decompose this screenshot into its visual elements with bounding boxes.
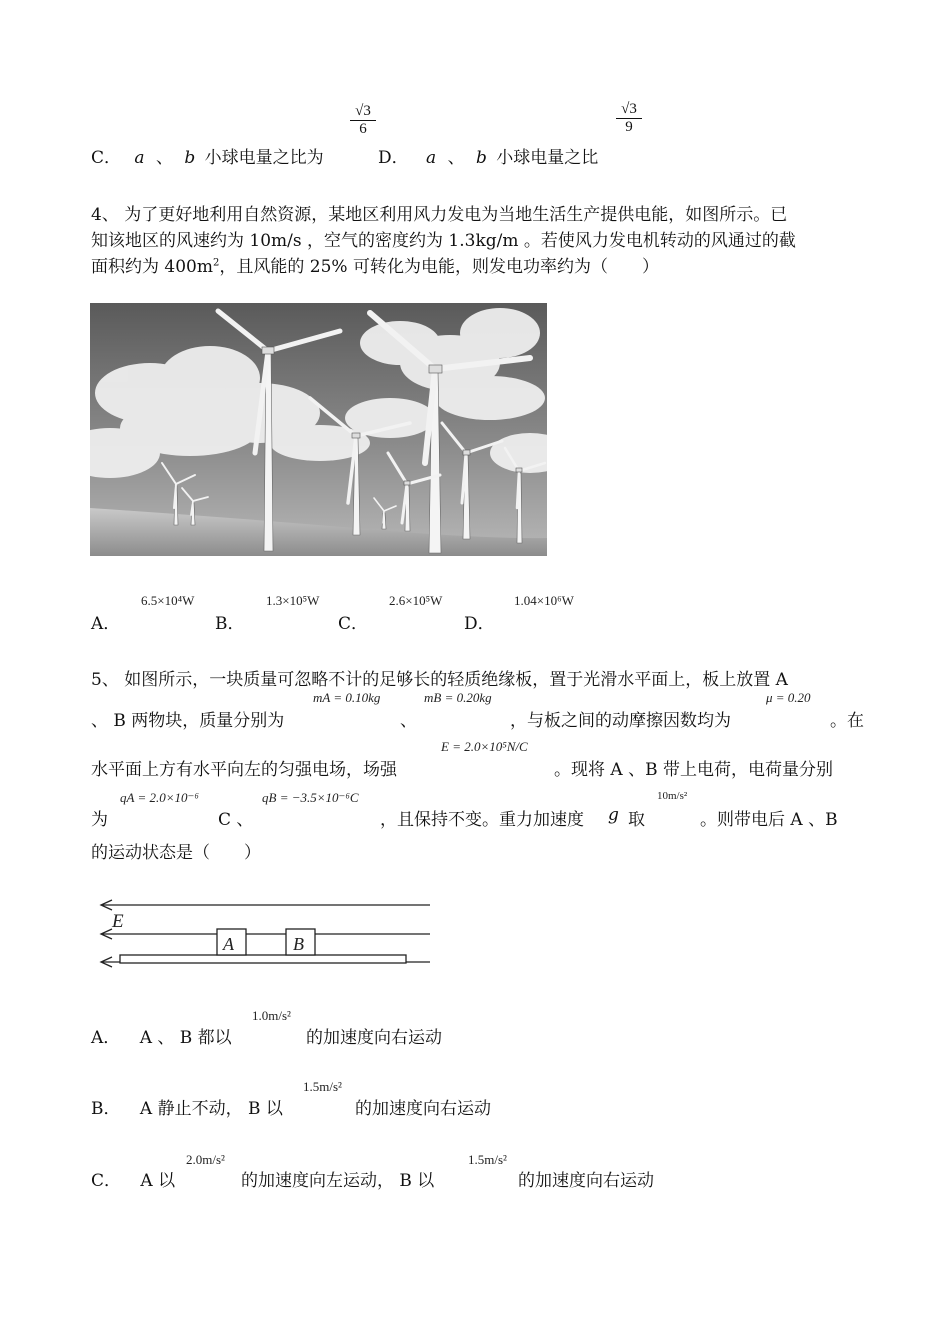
q4-line-3 — [91, 252, 659, 277]
option-label: C． — [91, 1171, 122, 1191]
q5-line-3-end: 。现将 A 、B 带上电荷，电荷量分别 — [554, 760, 833, 780]
option-label: D． — [378, 148, 409, 168]
q5-field-strength: E = 2.0×10⁵N/C — [441, 739, 528, 754]
q5-option-b-post: 的加速度向右运动 — [355, 1099, 491, 1119]
q4-line-1: 4、 为了更好地利用自然资源，某地区利用风力发电为当地生活生产提供电能，如图所示。已 — [91, 205, 788, 225]
q4-option-c-label: C． — [338, 614, 369, 634]
q4-line-2: 知该地区的风速约为 10m/s ，空气的密度约为 1.3kg/m 。若使风力发电机转动的风通过的截 — [91, 231, 796, 251]
option-label: C． — [91, 148, 122, 168]
option-label: B． — [91, 1099, 121, 1119]
q5-diagram — [90, 895, 435, 975]
q4-option-c-value: 2.6×10⁵W — [389, 593, 443, 608]
q5-line-4-unit: C 、 — [218, 810, 254, 830]
q4-option-a-value: 6.5×10⁴W — [141, 593, 195, 608]
q5-charge-b: qB = −3.5×10⁻⁶C — [262, 790, 359, 805]
q5-option-a-acc: 1.0m/s² — [252, 1008, 291, 1023]
q5-option-c-acc-b: 1.5m/s² — [468, 1152, 507, 1167]
option-text: 小球电量之比为 — [204, 148, 324, 168]
fraction-numerator: √3 — [616, 101, 642, 119]
var-a: a — [134, 148, 145, 168]
q5-mass-a: mA = 0.10kg — [313, 690, 381, 705]
q4-line-3-end: ，且风能的 25% 可转化为电能，则发电功率约为（ ） — [219, 257, 659, 277]
q3-c-fraction — [350, 103, 376, 138]
option-label: A． — [91, 1028, 121, 1048]
wind-turbine-image — [90, 303, 547, 556]
q3-option-d — [378, 143, 598, 168]
q5-option-b-acc: 1.5m/s² — [303, 1079, 342, 1094]
q5-line-3-start: 水平面上方有水平向左的匀强电场，场强 — [91, 760, 397, 780]
block-a-label: A — [223, 934, 234, 954]
q5-charge-a: qA = 2.0×10⁻⁶ — [120, 790, 199, 805]
q5-option-a-post: 的加速度向右运动 — [306, 1028, 442, 1048]
q5-option-c-post: 的加速度向左运动， B 以 — [241, 1171, 435, 1191]
superscript: 2 — [212, 257, 220, 269]
q5-line-1: 5、 如图所示，一块质量可忽略不计的足够长的轻质绝缘板，置于光滑水平面上，板上放置 A — [91, 670, 788, 690]
q5-line-2-start: 、 B 两物块，质量分别为 — [91, 711, 285, 731]
q5-line-4-start: 为 — [91, 810, 108, 830]
q5-friction-coefficient: μ = 0.20 — [766, 690, 811, 705]
fraction-denominator: 9 — [625, 119, 633, 135]
option-text-pre: A 、 B 都以 — [139, 1028, 232, 1048]
option-text-pre: A 以 — [140, 1171, 176, 1191]
var-b: b — [476, 148, 487, 168]
q5-line-5: 的运动状态是（ ） — [91, 843, 261, 863]
q3-option-c — [91, 143, 324, 168]
field-label: E — [112, 911, 124, 932]
block-b-label: B — [293, 934, 304, 954]
q5-option-b — [91, 1094, 283, 1119]
q5-option-c-acc-a: 2.0m/s² — [186, 1152, 225, 1167]
separator: 、 — [400, 711, 417, 731]
q5-line-2-mid: ，与板之间的动摩擦因数均为 — [510, 711, 731, 731]
q4-option-b-value: 1.3×10⁵W — [266, 593, 320, 608]
q5-gravity-value: 10m/s² — [657, 790, 688, 802]
q5-option-c — [91, 1166, 175, 1191]
option-text-pre: A 静止不动， B 以 — [139, 1099, 283, 1119]
q5-mass-b: mB = 0.20kg — [424, 690, 492, 705]
q5-line-4-end: 。则带电后 A 、B — [700, 810, 838, 830]
q5-gravity-symbol: g — [608, 805, 619, 825]
q5-option-c-post2: 的加速度向右运动 — [518, 1171, 654, 1191]
q5-option-a — [91, 1023, 232, 1048]
fraction-denominator: 6 — [359, 121, 367, 137]
q5-line-4-take: 取 — [628, 810, 645, 830]
q4-option-b-label: B． — [215, 614, 245, 634]
q4-line-3-start: 面积约为 400m — [91, 257, 213, 277]
q4-option-a-label: A． — [91, 614, 121, 634]
q5-line-4-mid: ，且保持不变。重力加速度 — [380, 810, 584, 830]
q5-line-2-end: 。在 — [830, 711, 864, 731]
var-a: a — [426, 148, 437, 168]
q4-option-d-label: D． — [464, 614, 495, 634]
q3-d-fraction — [616, 101, 642, 136]
fraction-numerator: √3 — [350, 103, 376, 121]
q4-option-d-value: 1.04×10⁶W — [514, 593, 574, 608]
separator: 、 — [447, 148, 465, 168]
separator: 、 — [155, 148, 173, 168]
var-b: b — [184, 148, 196, 168]
option-text: 小球电量之比 — [496, 148, 599, 168]
